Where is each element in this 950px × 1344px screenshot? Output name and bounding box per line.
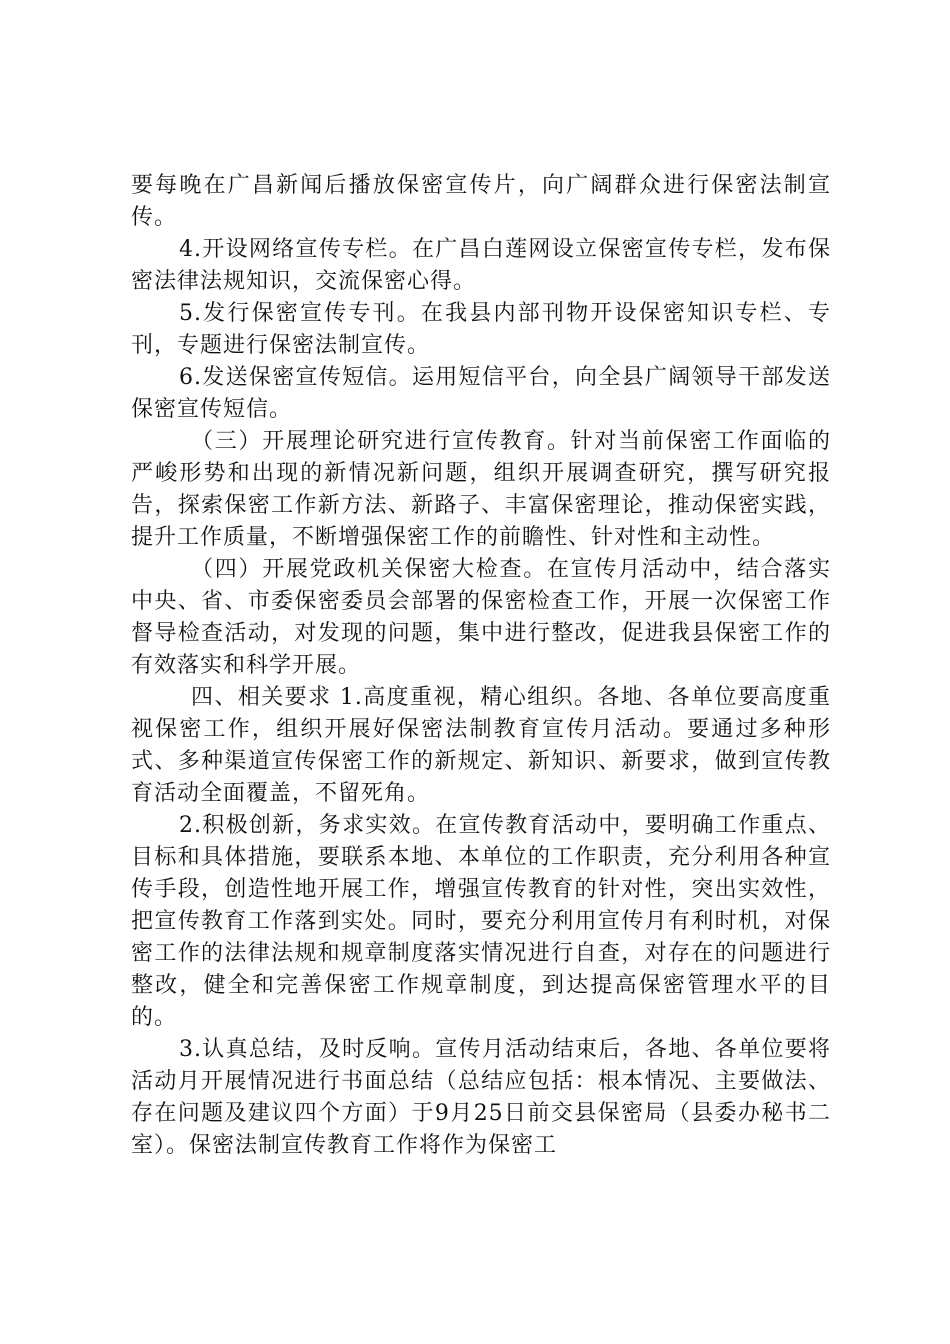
document-body — [131, 170, 831, 1162]
paragraph-requirements: 四、相关要求 1.高度重视，精心组织。各地、各单位要高度重视保密工作，组织开展好保密法制教育宣传月活动。要通过多种形式、多种渠道宣传保密工作的新规定、新知识、新要求，做到宣传教育活动全面覆盖，不留死角。 — [131, 685, 831, 806]
paragraph-innovation: 2.积极创新，务求实效。在宣传教育活动中，要明确工作重点、目标和具体措施，要联系本地、本单位的工作职责，充分利用各种宣传手段，创造性地开展工作，增强宣传教育的针对性，突出实效性，把宣传教育工作落到实处。同时，要充分利用宣传月有利时机，对保密工作的法律法规和规章制度落实情况进行自查，对存在的问题进行整改，健全和完善保密工作规章制度，到达提高保密管理水平的目的。 — [131, 813, 831, 1030]
paragraph-network-column: 4.开设网络宣传专栏。在广昌白莲网设立保密宣传专栏，发布保密法律法规知识，交流保密心得。 — [131, 237, 831, 294]
paragraph-inspection: （四）开展党政机关保密大检查。在宣传月活动中，结合落实中央、省、市委保密委员会部署的保密检查工作，开展一次保密工作督导检查活动，对发现的问题，集中进行整改，促进我县保密工作的有效落实和科学开展。 — [131, 557, 831, 678]
paragraph-summary: 3.认真总结，及时反响。宣传月活动结束后，各地、各单位要将活动月开展情况进行书面总结（总结应包括：根本情况、主要做法、存在问题及建议四个方面）于9月25日前交县保密局（县委办秘书二室）。保密法制宣传教育工作将作为保密工 — [131, 1037, 831, 1158]
paragraph-special-issue: 5.发行保密宣传专刊。在我县内部刊物开设保密知识专栏、专刊，专题进行保密法制宣传。 — [131, 301, 831, 358]
paragraph-continuation: 要每晚在广昌新闻后播放保密宣传片，向广阔群众进行保密法制宣传。 — [131, 173, 831, 230]
paragraph-theory-research: （三）开展理论研究进行宣传教育。针对当前保密工作面临的严峻形势和出现的新情况新问题，组织开展调查研究，撰写研究报告，探索保密工作新方法、新路子、丰富保密理论，推动保密实践，提升工作质量，不断增强保密工作的前瞻性、针对性和主动性。 — [131, 429, 831, 550]
paragraph-sms: 6.发送保密宣传短信。运用短信平台，向全县广阔领导干部发送保密宣传短信。 — [131, 365, 831, 422]
